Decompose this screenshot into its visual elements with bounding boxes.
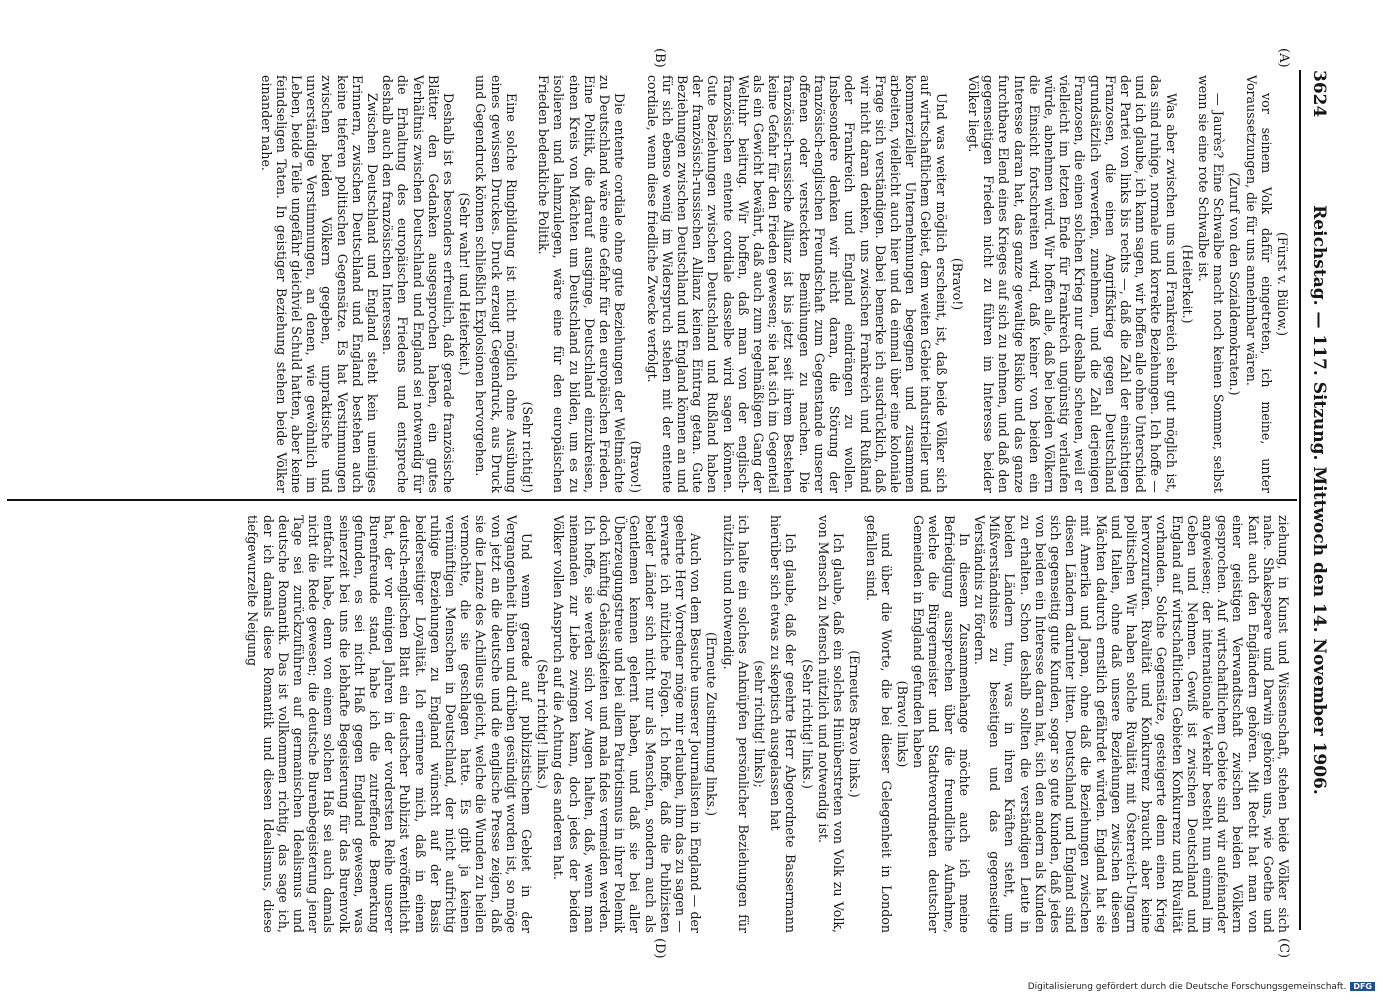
interjection: (Sehr wahr! und Heiterkeit.)	[457, 192, 473, 376]
margin-marker-b: (B)	[652, 48, 667, 68]
interjection: (Bravo!)	[949, 257, 965, 311]
interjection: (Bravo!)	[628, 440, 644, 493]
page-number: 3624	[1309, 70, 1329, 118]
interjection: (Heiterkeit.)	[1179, 244, 1195, 324]
paragraph: Und wenn gerade auf publizistischem Gebiet in der Vergangenheit hüben und drüben gesündigt worden ist, so möge von jetzt an die deutsche und die englische Presse zeigen, daß sie die Lanze des Achilleus gleicht, welche die Wunden zu heilen vermochte, die sie geschlagen hatte. Es gibt ja keinen vernünftigen Menschen in Deutschland, der nicht aufrichtig ruhige Beziehungen zu England wünscht auf der Basis beiderseitiger Loyalität. Ich erinnere mich, daß in einem deutsch-englischen Blatt ein deutscher Publizist veröffentlicht hat, der vor einigen Jahren in der vordersten Reihe unserer Burenfreunde stand, habe ich die zutreffende Bemerkung gefunden, es sei nicht Haß gegen England gewesen, was seinerzeit bei uns die lebhafte Begeisterung für das Burenvolk entfacht habe, denn von einem solchen Haß sei auch damals nicht die Rede gewesen; die deutsche Burenbegeisterung jener Tage sei zurückzuführen auf germanischen Idealismus und deutsche Romantik. Das ist vollkommen richtig, das sage ich, der ich damals diese Romantik und diesen Idealismus, diese tiefgewurzelte Neigung	[245, 515, 535, 933]
interjection: (Erneutes Bravo links.)	[847, 650, 863, 798]
left-column	[16, 75, 1291, 493]
interjection: (Fürst v. Bülow.)	[1275, 231, 1290, 337]
paragraph: ich halte ein solches Anknüpfen persönlicher Beziehungen für nützlich und notwendig.	[720, 515, 751, 933]
dfg-logo: DFG	[1350, 982, 1375, 991]
paragraph: — Jaurès? Eine Schwalbe macht noch keinen Sommer, selbst wenn sie eine rote Schwalbe ist.	[1195, 75, 1227, 493]
paragraph: ziehung, in Kunst und Wissenschaft, stehen beide Völker sich nahe. Shakespeare und Darwin gehören uns, wie Goethe und Kant auch den Engländern gehören. Mit Recht hat man von einer geistigen Verwandtschaft zwischen beiden Völkern gesprochen. Auf wirtschaftlichem Gebiete sind wir aufeinander angewiesen; der internationale Verkehr besteht nun einmal im Geben und Nehmen. Gewiß ist zwischen Deutschland und England auf wirtschaftlichen Gebieten Konkurrenz und Rivalität vorhanden. Solche Gegensätze, gesteigerte denn einen Krieg hervorzurufen. Rivalität und Konkurrenz braucht aber keine politischen Wir haben solche Rivalität mit Österreich-Ungarn und Italien, ohne daß unsere Beziehungen zwischen diesen Mächten dadurch ernstlich gefährdet würden. England hat sie mit Amerika und Japan, ohne daß die Beziehungen zwischen diesen Ländern darunter litten. Deutschland und England sind sich gegenseitig gute Kunden, sogar so gute Kunden, daß jedes von beiden ein Interesse daran hat, sich den andern als Kunden zu erhalten. Schon deshalb sollten die verständigen Leute in beiden Ländern tun, was in ihren Kräften steht, um Mißverständnisse zu beseitigen und das gegenseitige Verständnis zu fördern.	[971, 515, 1291, 933]
column-divider	[7, 499, 1297, 501]
interjection: (Sehr richtig! links.)	[535, 659, 551, 789]
paragraph: Und was weiter möglich erscheint, ist, daß beide Völker sich auf wirtschaftlichem Gebiet, dem weiten Gebiet industrieller und kommerzieller Unternehmungen begegnen und zusammen arbeiten, vielleicht auch hier und da einmal über eine koloniale Frage sich verständigen. Dabei bemerke ich ausdrücklich, daß wir nicht daran denken, uns zwischen Frankreich und Rußland oder Frankreich und England eindrängen zu wollen. Insbesondere denken wir nicht daran, die Störung der französisch-englischen Freundschaft zum Gegenstande unserer offenen oder versteckten Bemühungen zu machen. Die französisch-russische Allianz ist bis jetzt seit ihrem Bestehen keine Gefahr für den Frieden gewesen; sie hat sich im Gegenteil als ein Gewicht bewährt, daß auch zum regelmäßigen Gang der Weltuhr beitrug. Wir hoffen, daß man von der englisch-französischen entente cordiale dasselbe wird sagen können. Gute Beziehungen zwischen Deutschland und Rußland haben der französisch-russischen Allianz keinen Eintrag getan. Gute Beziehungen zwischen Deutschland und England können an und für sich ebenso wenig im Widerspruch stehen mit der entente cordiale, wenn diese friedliche Zwecke verfolgt.	[644, 75, 949, 493]
paragraph: Auch von dem Besuche unserer Journalisten in England — der geehrte Herr Vorredner möge mir erlauben, ihm das zu sagen — erwarte ich nützliche Folgen. Ich hoffe, daß die Publizisten beider Länder sich nicht nur als Menschen, sondern auch als Gentlemen kennen gelernt haben, und daß sie bei aller Überzeugungstreue und bei allem Patriotismus in ihrer Polemik doch künftig Gehässigkeiten und mala fides vermeiden werden. Ich hoffe, sie werden sich vor Augen halten, daß, wenn man niemanden zur Liebe zwingen kann, doch jedes der beiden Völker vollen Anspruch auf die Achtung des anderen hat.	[551, 515, 704, 933]
running-title: Reichstag. — 117. Sitzung. Mittwoch den 14. November 1906.	[1309, 205, 1329, 795]
header-rule	[1299, 70, 1301, 930]
interjection: (Sehr richtig! links.)	[799, 659, 815, 789]
margin-marker-d: (D)	[652, 938, 667, 959]
interjection: (Sehr richtig!)	[520, 401, 536, 493]
digitization-footer	[50, 982, 1375, 992]
right-column	[16, 515, 1291, 933]
paragraph: Deshalb ist es besonders erfreulich, daß gerade französische Blätter den Gedanken ausgesprochen haben, ein gutes Verhältnis zwischen Deutschland und England sei notwendig für die Erhaltung des europäischen Friedens und entspreche deshalb auch den französischen Interessen.	[380, 75, 457, 493]
paragraph: Die entente cordiale ohne gute Beziehungen der Weltmächte zu Deutschland wäre eine Gefahr für den europäischen Frieden. Eine Politik, die darauf ausginge, Deutschland einzukreisen, einen Kreis von Mächten um Deutschland zu bilden, um es zu isolieren und lahmzulegen, wäre eine für den europäischen Frieden bedenkliche Politik.	[536, 75, 628, 493]
margin-marker-a: (A)	[1276, 48, 1291, 68]
paragraph: In diesem Zusammenhange möchte auch ich meine Befriedigung aussprechen über die freundliche Aufnahme, welche die Bürgermeister und Stadtverordneten deutscher Gemeinden in England gefunden haben	[911, 515, 972, 933]
interjection: (Zuruf von den Sozialdemokraten.)	[1227, 172, 1243, 396]
paragraph: Ich glaube, daß ein solches Hinüberstreten von Volk zu Volk, von Mensch zu Mensch nützlich und notwendig ist.	[815, 515, 847, 933]
interjection: (Bravo! links)	[894, 680, 910, 768]
footer-text: Digitalisierung gefördert durch die Deutsche Forschungsgemeinschaft.	[1027, 982, 1347, 992]
paragraph: Ich glaube, daß der geehrte Herr Abgeordnete Bassermann hierüber sich etwas zu skeptisch ausgelassen hat	[768, 515, 799, 933]
paragraph: vor seinem Volk dafür eingetreten, ich meine, unter Voraussetzungen, die für uns annehmbar wären.	[1243, 75, 1274, 493]
page-header	[1303, 70, 1329, 930]
paragraph: Zwischen Deutschland und England steht kein uneiniges Erinnern, zwischen Deutschland und England bestehen auch keine tieferen politischen Gegensätze. Es hat Verstimmungen zwischen beiden Völkern gegeben, unpraktische und unverständige Verstimmungen, an denen, wie gewöhnlich im Leben, beide Teile ungefähr gleichviel Schuld hatten, aber keine feindseligen Taten. In geistiger Beziehung stehen beide Völker einander nahe.	[258, 75, 381, 493]
interjection: (sehr richtig! links);	[752, 660, 768, 788]
interjection: (Erneute Zustimmung links.)	[704, 631, 720, 817]
paragraph: Eine solche Ringbildung ist nicht möglich ohne Ausübung eines gewissen Druckes. Druck erzeugt Gegendruck, aus Druck und Gegendruck können schließlich Explosionen hervorgehen.	[473, 75, 519, 493]
paragraph: und über die Worte, die bei dieser Gelegenheit in London gefallen sind.	[863, 515, 894, 933]
margin-marker-c: (C)	[1276, 938, 1291, 959]
paragraph: Was aber zwischen uns und Frankreich sehr gut möglich ist, das sind ruhige, normale und korrekte Beziehungen. Ich hoffe — und ich glaube, ich kann sagen, wir hoffen alle ohne Unterschied der Partei von links bis rechts —, daß die Zahl der einsichtigen Franzosen, die einen Angriffskrieg gegen Deutschland grundsätzlich verwerfen, zunehmen, und die Zahl derjenigen Franzosen, die einen solchen Krieg nur deshalb scheuen, weil er vielleicht im letzten Ende für Frankreich ungünstig verlaufen würde, abnehmen wird. Wir hoffen alle, daß bei beiden Völkern die Einsicht fortschreiten wird, daß keiner von beiden ein Interesse daran hat, das ganze gewaltige Risiko und das ganze furchtbare Elend eines Krieges auf sich zu nehmen, und daß den gegenseitigen Frieden nicht zu führen im Interesse beider Völker liegt.	[965, 75, 1179, 493]
